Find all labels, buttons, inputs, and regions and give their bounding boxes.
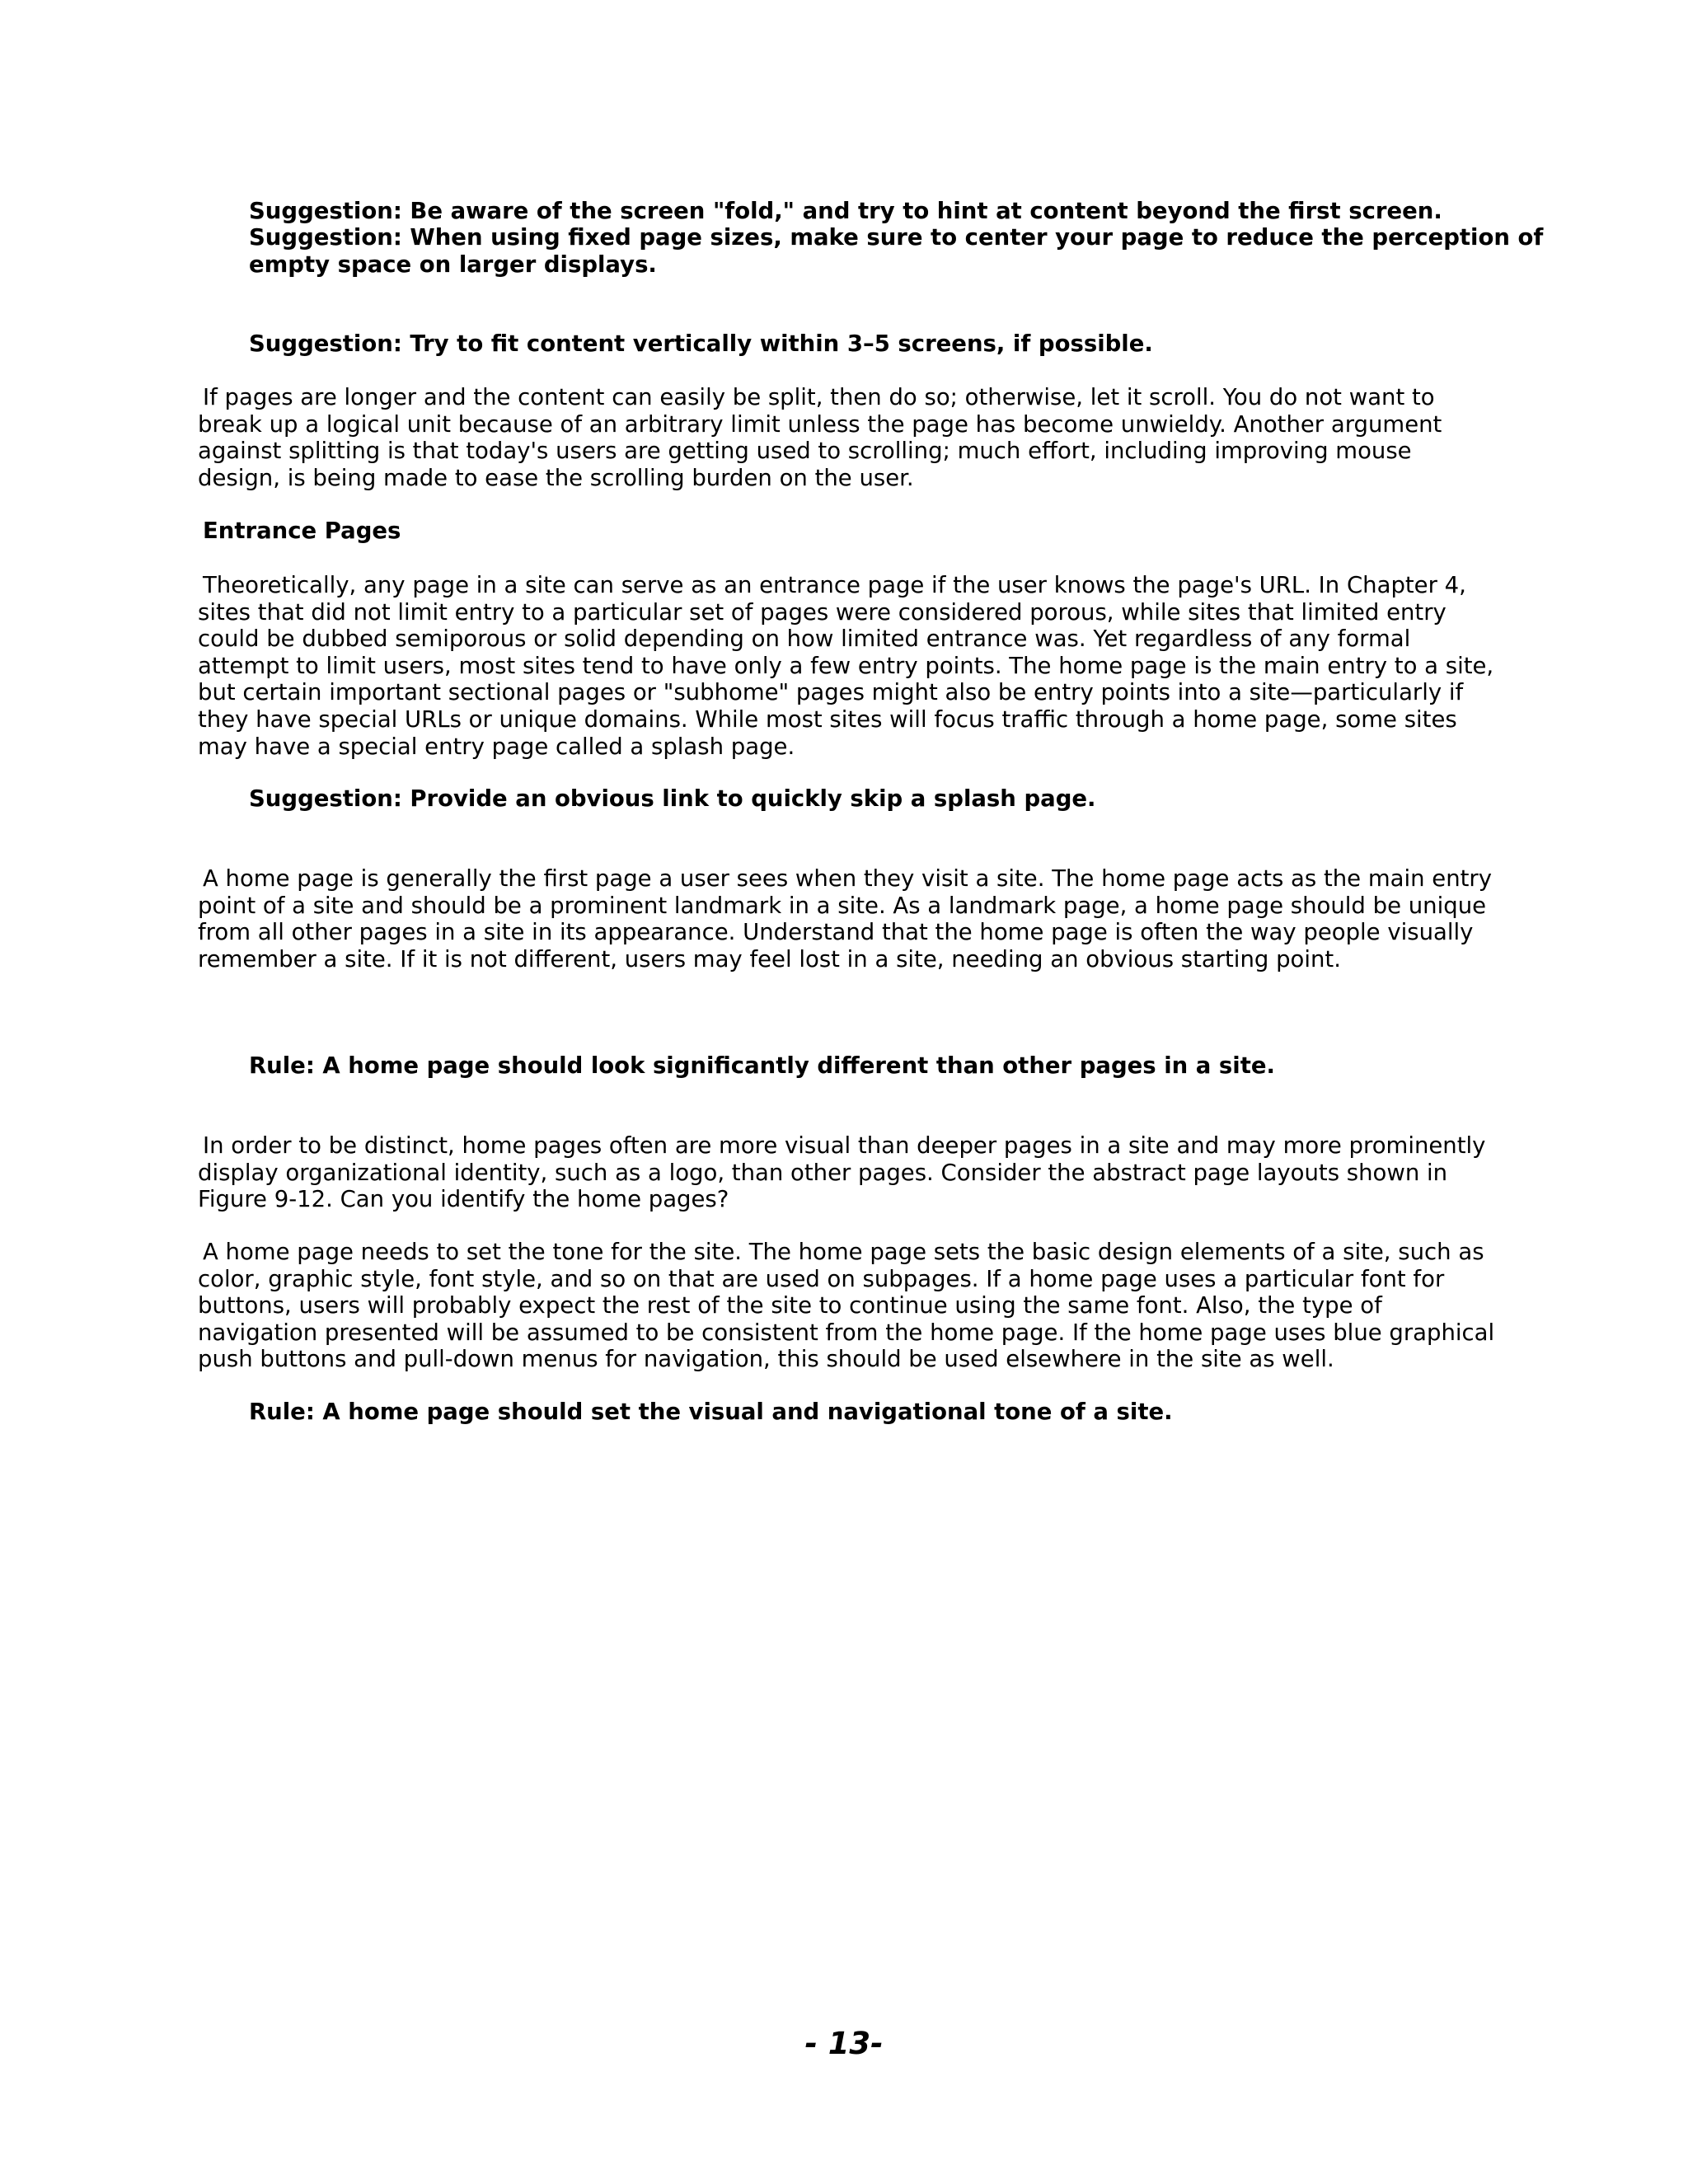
paragraph-home-page-landmark: A home page is generally the first page a user sees when they visit a site. The home page acts as the main entry point of a site and should be a prominent landmark in a site. As a landmark page, a home page should be unique from all other pages in a site in its appearance. Understand that the home page is often the way people visually remember a site. If it is not different, users may feel lost in a site, needing an obvious starting point. — [198, 865, 1492, 972]
paragraph-home-page-distinct: In order to be distinct, home pages often are more visual than deeper pages in a site and may more prominently display organizational identity, such as a logo, than other pages. Consider the abstract page layouts shown in Figure 9-12. Can you identify the home pages? — [198, 1132, 1486, 1213]
suggestion-vertical-screens: Suggestion: Try to fit content vertically within 3–5 screens, if possible. — [249, 330, 1153, 357]
rule-home-page-tone: Rule: A home page should set the visual and navigational tone of a site. — [249, 1399, 1173, 1425]
paragraph-home-page-tone: A home page needs to set the tone for the site. The home page sets the basic design elements of a site, such as color, graphic style, font style, and so on that are used on subpages. If a home page uses a particular font for buttons, users will probably expect the rest of the site to continue using the same font. Also, the type of navigation presented will be assumed to be consistent from the home page. If the home page uses blue graphical push buttons and pull-down menus for navigation, this should be used elsewhere in the site as well. — [198, 1239, 1495, 1373]
paragraph-scrolling: If pages are longer and the content can easily be split, then do so; otherwise, let it scroll. You do not want to break up a logical unit because of an arbitrary limit unless the page has become unwieldy. Another argument against splitting is that today's users are getting used to scrolling; much effort, including improving mouse design, is being made to ease the scrolling burden on the user. — [198, 384, 1442, 491]
page-number: - 13- — [804, 2026, 884, 2061]
suggestion-skip-splash: Suggestion: Provide an obvious link to quickly skip a splash page. — [249, 785, 1096, 812]
suggestion-screen-fold: Suggestion: Be aware of the screen "fold," and try to hint at content beyond the first screen. — [249, 198, 1442, 224]
suggestion-center-fixed-page: Suggestion: When using fixed page sizes, make sure to center your page to reduce the perception of empty space on larger displays. — [249, 224, 1544, 278]
paragraph-entrance-pages: Theoretically, any page in a site can serve as an entrance page if the user knows the page's URL. In Chapter 4, sites that did not limit entry to a particular set of pages were considered porous, while sites that limited entry could be dubbed semiporous or solid depending on how limited entrance was. Yet regardless of any formal attempt to limit users, most sites tend to have only a few entry points. The home page is the main entry to a site, but certain important sectional pages or "subhome" pages might also be entry points into a site—particularly if they have special URLs or unique domains. While most sites will focus traffic through a home page, some sites may have a special entry page called a splash page. — [198, 572, 1494, 760]
section-heading-entrance-pages: Entrance Pages — [203, 518, 401, 544]
rule-home-page-different: Rule: A home page should look significantly different than other pages in a site. — [249, 1052, 1275, 1079]
